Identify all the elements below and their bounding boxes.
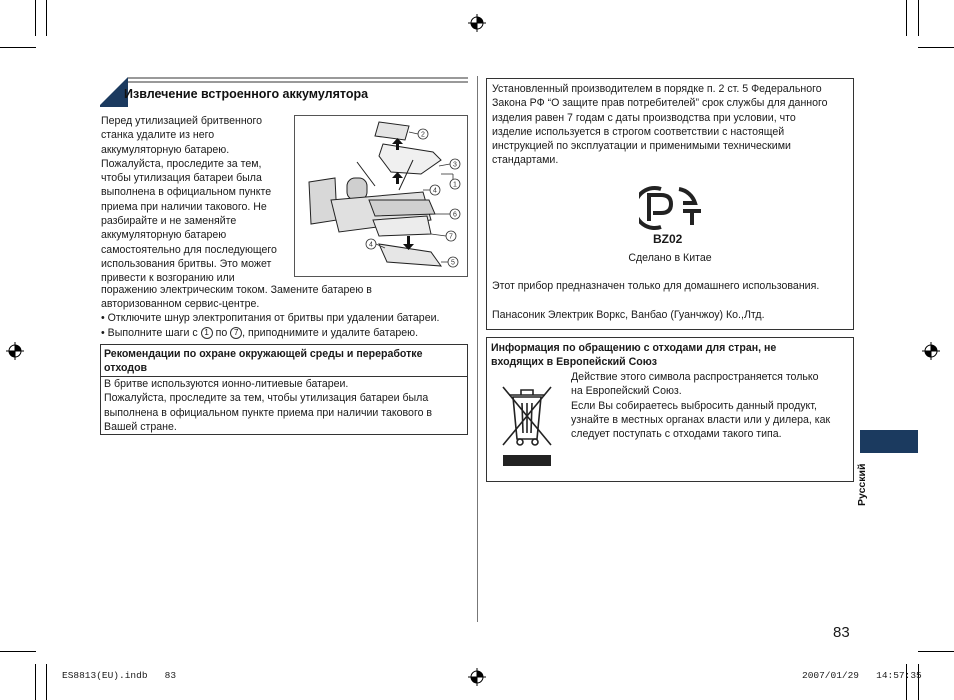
crop-mark (0, 651, 36, 652)
column-divider (477, 76, 478, 622)
diagram-step-label: 1 (453, 181, 457, 189)
crossed-out-bin-icon (499, 383, 555, 467)
crop-mark (918, 651, 954, 652)
eu-disposal-box (486, 337, 854, 482)
eu-box-title: Информация по обращению с отходами для стран, не входящих в Европейский Союз (491, 342, 777, 368)
diagram-step-label: 3 (453, 161, 457, 169)
bullet-unplug: • Отключите шнур электропитания от бритвы при удалении батареи. (101, 312, 440, 324)
diagram-step-label: 6 (453, 211, 457, 219)
step-number-badge: 7 (230, 327, 242, 339)
step-number-badge: 1 (201, 327, 213, 339)
made-in-text: Сделано в Китае (628, 252, 712, 264)
eco-recommendation-box (100, 344, 468, 435)
footer-timestamp: 2007/01/29 14:57:35 (802, 670, 922, 681)
crop-mark (35, 0, 36, 36)
home-use-text: Этот прибор предназначен только для домашнего использования. (492, 280, 820, 292)
registration-mark-icon (468, 668, 486, 686)
diagram-step-label: 2 (421, 131, 425, 139)
registration-mark-icon (6, 342, 24, 360)
crop-mark (46, 664, 47, 700)
eco-box-title: Рекомендации по охране окружающей среды и переработке отходов (104, 348, 423, 374)
footer-file: ES8813(EU).indb 83 (62, 670, 177, 681)
service-life-text: Установленный производителем в порядке п. 2 ст. 5 Федерального Закона РФ “О защите прав потребителей” срок службы для данного изделия равен 7 годам с даты производства при условии, что изделие используется в строгом соответствии с настоящей инструкцией по эксплуатации и применимыми техническими стандартами. (492, 83, 828, 167)
section-title: Извлечение встроенного аккумулятора (124, 87, 369, 101)
diagram-step-label: 5 (451, 259, 455, 267)
eco-box-text: В бритве используются ионно-литиевые батареи. Пожалуйста, проследите за тем, чтобы утилизация батареи была выполнена в официальном пункте приема при наличии такового в Вашей стране. (104, 378, 433, 433)
language-label: Русский (856, 463, 868, 506)
crop-mark (906, 0, 907, 36)
crop-mark (0, 47, 36, 48)
language-tab (860, 430, 918, 453)
intro-text: Перед утилизацией бритвенного станка удалите из него аккумуляторную батарею. Пожалуйста, проследите за тем, чтобы утилизация батареи была выполнена в официальном пункте приема при наличии такового. Не разбирайте и не заменяйте аккумуляторную батарею самостоятельно для последующего использования бритвы. Это может привести к возгоранию или (101, 115, 277, 285)
shaver-disassembly-illustration (295, 116, 467, 276)
certification-box (486, 78, 854, 330)
diagram-step-label: 7 (449, 233, 453, 241)
full-width-text: поражению электрическим током. Замените батарею в авторизованном сервис-центре. (101, 284, 372, 311)
bullet-steps: • Выполните шаги с 1 по 7 , приподнимите и удалите батарею. (101, 327, 419, 339)
diagram-step-label: 4 (369, 241, 373, 249)
manufacturer-text: Панасоник Электрик Воркс, Ванбао (Гуанчжоу) Ко.,Лтд. (492, 309, 765, 321)
eu-box-text: Действие этого символа распространяется только на Европейский Союз. Если Вы собираетесь выбросить данный продукт, узнайте в местных органах власти или у дилера, как следует поступать с отходами такого типа. (571, 371, 831, 441)
disassembly-diagram (294, 115, 468, 277)
pct-certification-logo-icon (639, 183, 705, 231)
registration-mark-icon (922, 342, 940, 360)
crop-mark (918, 0, 919, 36)
crop-mark (35, 664, 36, 700)
crop-mark (918, 47, 954, 48)
diagram-step-label: 4 (433, 187, 437, 195)
page-number: 83 (833, 624, 850, 641)
registration-mark-icon (468, 14, 486, 32)
crop-mark (46, 0, 47, 36)
certification-code: BZ02 (653, 232, 683, 246)
